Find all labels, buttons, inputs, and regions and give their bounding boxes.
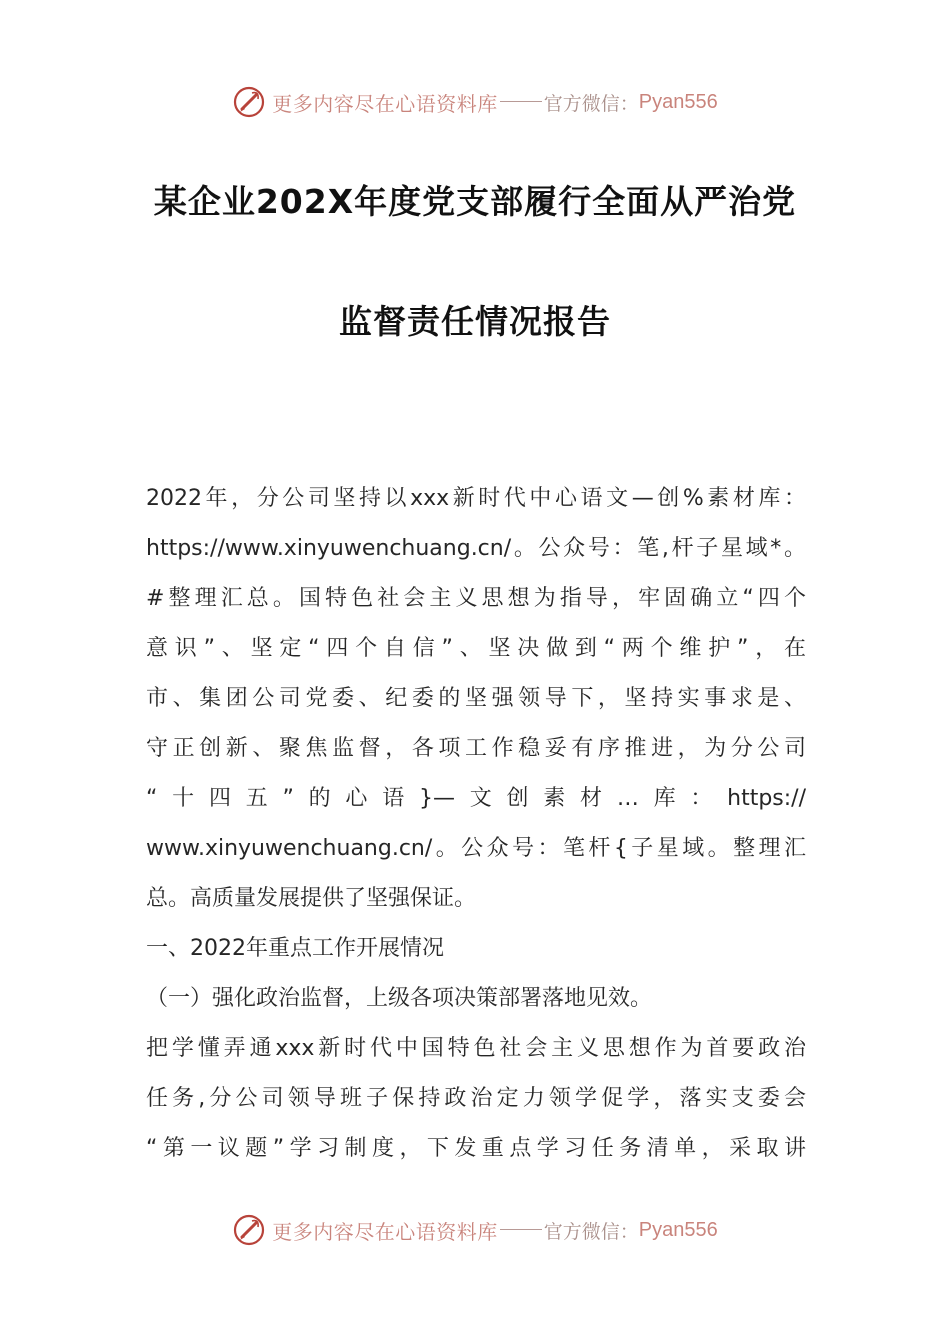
body-line: “十四五”的心语}—文创素材…库：https:// bbox=[146, 786, 806, 811]
body-line: “第一议题”学习制度，下发重点学习任务清单，采取讲 bbox=[146, 1136, 806, 1161]
body-line: www.xinyuwenchuang.cn/。公众号：笔杆{子星域。整理汇 bbox=[146, 836, 806, 861]
section-heading: 一、2022年重点工作开展情况 bbox=[146, 936, 444, 961]
body-line: 总。高质量发展提供了坚强保证。 bbox=[146, 886, 477, 911]
watermark-official-label: 官方微信： bbox=[543, 92, 639, 115]
document-title-line-2: 监督责任情况报告 bbox=[339, 302, 611, 341]
body-line: 任务,分公司领导班子保持政治定力领学促学，落实支委会 bbox=[146, 1086, 806, 1111]
subsection-heading: （一）强化政治监督，上级各项决策部署落地见效。 bbox=[146, 986, 653, 1011]
body-line: 市、集团公司党委、纪委的坚强领导下，坚持实事求是、 bbox=[146, 686, 806, 711]
body-line: 意识”、坚定“四个自信”、坚决做到“两个维护”，在 bbox=[146, 636, 806, 661]
header-watermark-banner bbox=[0, 82, 950, 122]
pen-logo-icon bbox=[232, 85, 266, 119]
body-line: https://www.xinyuwenchuang.cn/。公众号：笔,杆子星域*。 bbox=[146, 536, 806, 561]
watermark-wechat-id: Pyan556 bbox=[638, 90, 718, 113]
watermark-official-label: 官方微信： bbox=[543, 1220, 639, 1243]
body-line: #整理汇总。国特色社会主义思想为指导，牢固确立“四个 bbox=[146, 586, 806, 611]
watermark-dash bbox=[500, 1229, 542, 1230]
pen-logo-icon bbox=[232, 1213, 266, 1247]
watermark-text: 更多内容尽在心语资料库 bbox=[272, 1219, 498, 1244]
footer-watermark-banner bbox=[0, 1210, 950, 1250]
watermark-dash bbox=[500, 101, 542, 102]
body-line: 把学懂弄通xxx新时代中国特色社会主义思想作为首要政治 bbox=[146, 1036, 806, 1061]
document-body bbox=[146, 474, 806, 1174]
body-line: 2022年，分公司坚持以xxx新时代中心语文—创%素材库： bbox=[146, 486, 806, 511]
document-title-line-1: 某企业202X年度党支部履行全面从严治党 bbox=[153, 182, 797, 221]
watermark-text: 更多内容尽在心语资料库 bbox=[272, 91, 498, 116]
watermark-wechat-id: Pyan556 bbox=[638, 1218, 718, 1241]
body-line: 守正创新、聚焦监督，各项工作稳妥有序推进，为分公司 bbox=[146, 736, 806, 761]
